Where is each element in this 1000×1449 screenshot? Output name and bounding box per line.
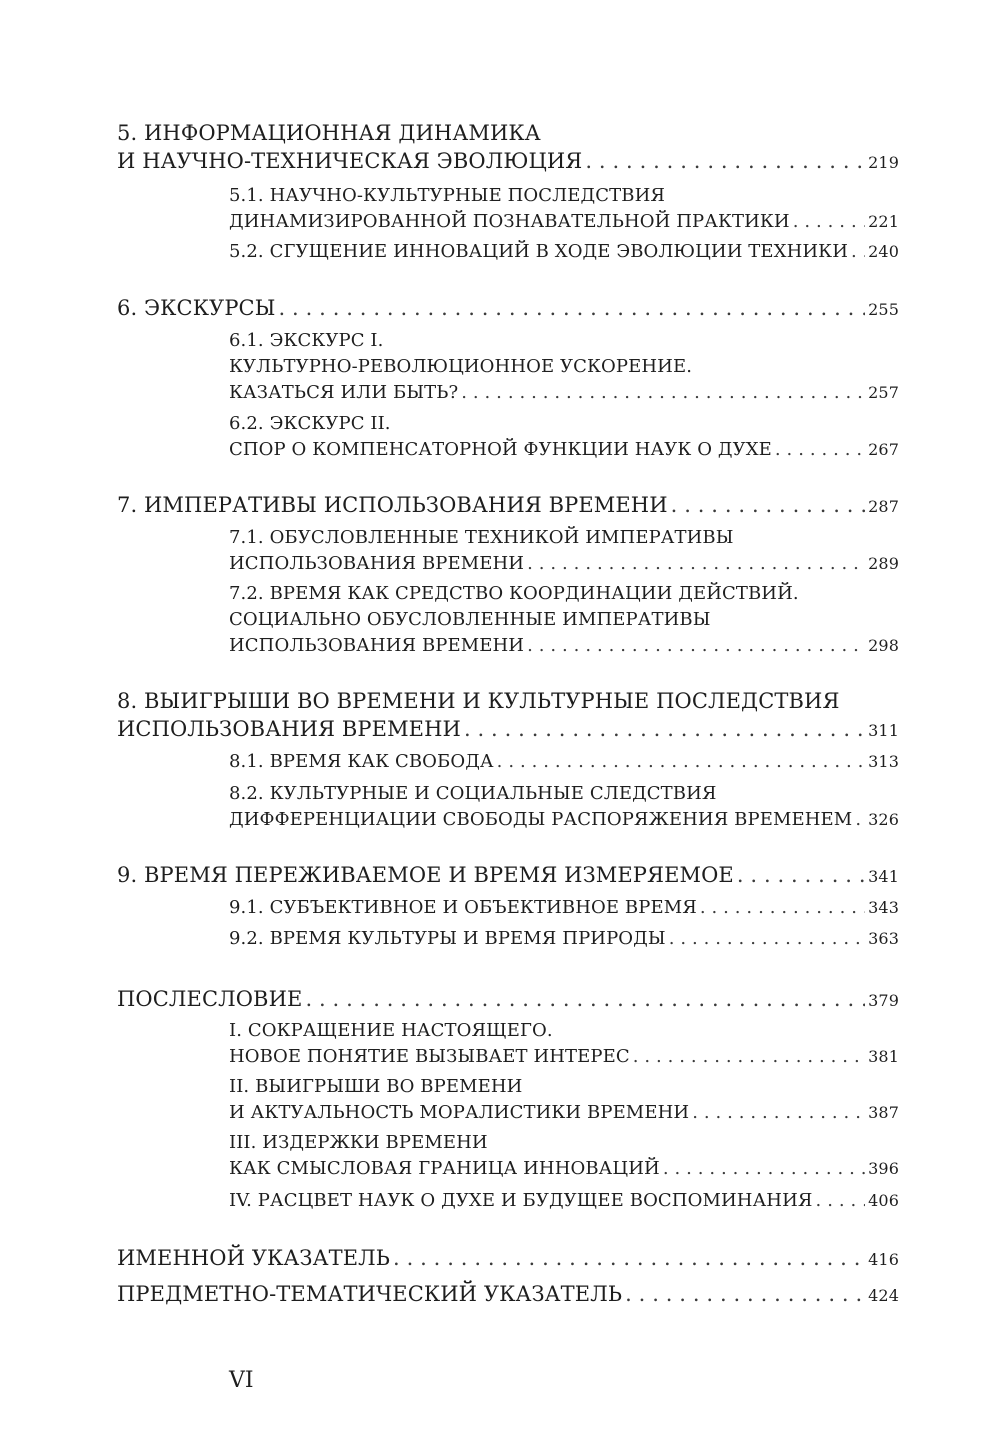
leader-dots [464,715,865,743]
entry-title-line: КУЛЬТУРНО-РЕВОЛЮЦИОННОЕ УСКОРЕНИЕ. [229,356,693,377]
page-number: 221 [868,212,899,231]
entry-title-line: КАК СМЫСЛОВАЯ ГРАНИЦА ИННОВАЦИЙ [229,1158,660,1179]
entry-title-line: 8.2. КУЛЬТУРНЫЕ И СОЦИАЛЬНЫЕ СЛЕДСТВИЯ [229,783,717,804]
leader-dots [527,551,865,577]
entry-last-line [229,380,899,406]
toc-subsection-8-2 [229,781,899,833]
leader-dots [527,633,865,659]
leader-dots [461,380,865,406]
leader-dots [671,491,866,519]
page-number: 289 [868,554,899,573]
toc-afterword-1 [229,1018,899,1070]
entry-last-line [117,491,899,521]
leader-dots [669,926,865,952]
entry-last-line [229,807,899,833]
toc-subsection-6-1 [229,328,899,406]
entry-title-line: 9.2. ВРЕМЯ КУЛЬТУРЫ И ВРЕМЯ ПРИРОДЫ [229,928,666,949]
entry-last-line [229,1100,899,1126]
leader-dots [692,1100,865,1126]
entry-title-line: 6. ЭКСКУРСЫ [117,296,276,320]
page-number: 416 [868,1250,899,1269]
page-number: 255 [868,300,899,319]
page-number: 343 [868,898,899,917]
toc-afterword-3 [229,1130,899,1182]
page-number: 381 [868,1047,899,1066]
entry-title-line: СОЦИАЛЬНО ОБУСЛОВЛЕННЫЕ ИМПЕРАТИВЫ [229,609,711,630]
entry-title-line: II. ВЫИГРЫШИ ВО ВРЕМЕНИ [229,1076,523,1097]
entry-last-line [229,1188,899,1214]
toc-afterword-2 [229,1074,899,1126]
page-number: 311 [868,721,899,740]
entry-last-line [117,294,899,324]
toc-subsection-5-1 [229,183,899,235]
entry-last-line [229,209,899,235]
leader-dots [775,437,865,463]
entry-title-line: 6.1. ЭКСКУРС I. [229,330,384,351]
entry-last-line [117,985,899,1015]
leader-dots [700,895,865,921]
page-number: 219 [868,153,899,172]
toc-section-8 [117,687,899,745]
entry-last-line [229,1156,899,1182]
entry-title-line: 8.1. ВРЕМЯ КАК СВОБОДА [229,751,494,772]
page-number: 326 [868,810,899,829]
page-number: 406 [868,1191,899,1210]
entry-title-line: 5.1. НАУЧНО-КУЛЬТУРНЫЕ ПОСЛЕДСТВИЯ [229,185,665,206]
toc-afterword-4 [229,1188,899,1214]
entry-last-line [229,895,899,921]
page-folio: VI [229,1368,254,1393]
leader-dots [633,1044,865,1070]
entry-title-line: 5.2. СГУЩЕНИЕ ИННОВАЦИЙ В ХОДЕ ЭВОЛЮЦИИ ТЕХНИКИ [229,241,848,262]
page-number: 298 [868,636,899,655]
entry-last-line [117,861,899,891]
leader-dots [793,209,865,235]
page-number: 257 [868,383,899,402]
entry-title-line: 9.1. СУБЪЕКТИВНОЕ И ОБЪЕКТИВНОЕ ВРЕМЯ [229,897,697,918]
entry-title-line: 5. ИНФОРМАЦИОННАЯ ДИНАМИКА [117,121,541,145]
toc-subsection-7-2 [229,581,899,659]
entry-title-line: ИСПОЛЬЗОВАНИЯ ВРЕМЕНИ [229,553,525,574]
leader-dots [855,807,865,833]
entry-last-line [229,926,899,952]
entry-title-line: 7.1. ОБУСЛОВЛЕННЫЕ ТЕХНИКОЙ ИМПЕРАТИВЫ [229,527,734,548]
entry-last-line [229,437,899,463]
leader-dots [497,749,865,775]
leader-dots [305,985,865,1013]
entry-last-line [229,551,899,577]
page-number: 287 [868,497,899,516]
entry-title-line: И НАУЧНО-ТЕХНИЧЕСКАЯ ЭВОЛЮЦИЯ [117,149,583,173]
leader-dots [816,1188,866,1214]
leader-dots [663,1156,865,1182]
entry-title-line: ДИНАМИЗИРОВАННОЙ ПОЗНАВАТЕЛЬНОЙ ПРАКТИКИ [229,211,790,232]
leader-dots [585,147,865,175]
entry-last-line [229,1044,899,1070]
entry-last-line [117,1244,899,1274]
entry-title-line: СПОР О КОМПЕНСАТОРНОЙ ФУНКЦИИ НАУК О ДУХЕ [229,439,772,460]
entry-last-line [229,239,899,265]
toc-name-index [117,1244,899,1274]
entry-last-line [117,715,899,745]
toc-subject-index [117,1280,899,1310]
entry-title-line: ИСПОЛЬЗОВАНИЯ ВРЕМЕНИ [117,717,461,741]
toc-subsection-6-2 [229,411,899,463]
toc-subsection-8-1 [229,749,899,775]
toc-section-9 [117,861,899,891]
entry-last-line [229,749,899,775]
toc-afterword [117,985,899,1015]
entry-title-line: I. СОКРАЩЕНИЕ НАСТОЯЩЕГО. [229,1020,553,1041]
leader-dots [851,239,865,265]
entry-title-line: ПРЕДМЕТНО-ТЕМАТИЧЕСКИЙ УКАЗАТЕЛЬ [117,1282,623,1306]
entry-title-line: КАЗАТЬСЯ ИЛИ БЫТЬ? [229,382,459,403]
entry-last-line [229,633,899,659]
page-number: 341 [868,867,899,886]
entry-title-line: III. ИЗДЕРЖКИ ВРЕМЕНИ [229,1132,488,1153]
leader-dots [393,1244,865,1272]
entry-title-line: ИМЕННОЙ УКАЗАТЕЛЬ [117,1246,391,1270]
entry-title-line: ИСПОЛЬЗОВАНИЯ ВРЕМЕНИ [229,635,525,656]
leader-dots [279,294,866,322]
entry-title-line: НОВОЕ ПОНЯТИЕ ВЫЗЫВАЕТ ИНТЕРЕС [229,1046,630,1067]
page-number: 267 [868,440,899,459]
page-number: 363 [868,929,899,948]
entry-title-line: И АКТУАЛЬНОСТЬ МОРАЛИСТИКИ ВРЕМЕНИ [229,1102,690,1123]
toc-section-7 [117,491,899,521]
toc-section-5 [117,119,899,177]
toc-subsection-9-1 [229,895,899,921]
entry-title-line: ПОСЛЕСЛОВИЕ [117,987,303,1011]
page-number: 313 [868,752,899,771]
page-number: 379 [868,991,899,1010]
toc-subsection-5-2 [229,239,899,265]
page-number: 424 [868,1286,899,1305]
toc-subsection-7-1 [229,525,899,577]
entry-title-line: ДИФФЕРЕНЦИАЦИИ СВОБОДЫ РАСПОРЯЖЕНИЯ ВРЕМЕНЕМ [229,809,853,830]
entry-title-line: 8. ВЫИГРЫШИ ВО ВРЕМЕНИ И КУЛЬТУРНЫЕ ПОСЛЕДСТВИЯ [117,689,840,713]
entry-title-line: 6.2. ЭКСКУРС II. [229,413,391,434]
toc-subsection-9-2 [229,926,899,952]
entry-last-line [117,1280,899,1310]
page-number: 387 [868,1103,899,1122]
entry-last-line [117,147,899,177]
entry-title-line: 7.2. ВРЕМЯ КАК СРЕДСТВО КООРДИНАЦИИ ДЕЙСТВИЙ. [229,583,799,604]
entry-title-line: IV. РАСЦВЕТ НАУК О ДУХЕ И БУДУЩЕЕ ВОСПОМИНАНИЯ [229,1190,813,1211]
toc-section-6 [117,294,899,324]
entry-title-line: 7. ИМПЕРАТИВЫ ИСПОЛЬЗОВАНИЯ ВРЕМЕНИ [117,493,668,517]
entry-title-line: 9. ВРЕМЯ ПЕРЕЖИВАЕМОЕ И ВРЕМЯ ИЗМЕРЯЕМОЕ [117,863,734,887]
leader-dots [625,1280,865,1308]
page-number: 240 [868,242,899,261]
leader-dots [737,861,865,889]
page-number: 396 [868,1159,899,1178]
